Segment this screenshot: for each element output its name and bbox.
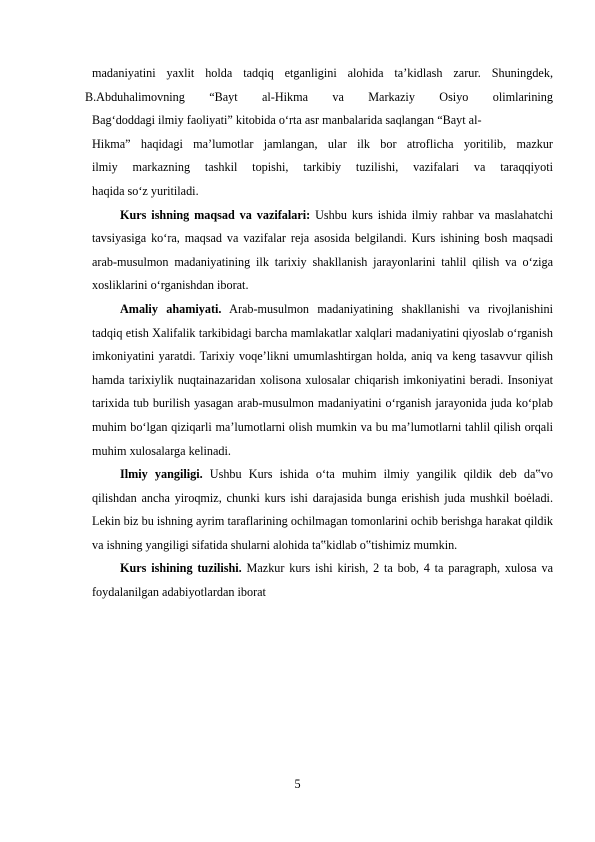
- text-line: Hikma” haqidagi ma’lumotlar jamlangan, ular ilk bor atroflicha yoritilib, mazkur: [92, 136, 553, 151]
- text-line: Bag‘doddagi ilmiy faoliyati” kitobida o‘rta asr manbalarida saqlangan “Bayt al-: [92, 113, 482, 128]
- paragraph-heading: Kurs ishning maqsad va vazifalari:: [120, 207, 311, 222]
- paragraph-novelty: [92, 463, 553, 557]
- paragraph-text: Arab-musulmon madaniyatining shakllanishi va rivojlanishini tadqiq etish Xalifalik tarkibidagi barcha mamlakatlar xalqlari madaniyatini qiyoslab o‘rganish imkoniyatini yaratdi. Tarixiy voqe’likni umumlashtirgan holda, aniq va keng tasavvur qilish hamda tarixiylik nuqtainazaridan xolisona xulosalar chiqarish imkoniyatini beradi. Insoniyat tarixida tub burilish yasagan arab-musulmon madaniyatini o‘rganish jarayonida juda ko‘plab muhim bo‘lgan qiziqarli ma’lumotlarni olish mumkin va bu ma’lumotlarni tahlil qilish orqali muhim xulosalarga kelinadi.: [92, 301, 553, 458]
- text-line: B.Abduhalimovning “Bayt al-Hikma va Markaziy Osiyo olimlarining: [85, 89, 553, 104]
- paragraph-heading: Amaliy ahamiyati.: [120, 301, 222, 316]
- paragraph-text: Ushbu kurs ishida ilmiy rahbar va maslahatchi tavsiyasiga ko‘ra, maqsad va vazifalar reja asosida belgilandi. Kurs ishining bosh maqsadi arab-musulmon madaniyatining ilk tarixiy shakllanish jarayonlarini tahlil qilish va o‘ziga xosliklarini o‘rganishdan iborat.: [92, 207, 553, 293]
- document-body: [85, 62, 553, 605]
- paragraph-intro: [85, 62, 553, 204]
- paragraph-practical: [92, 298, 553, 463]
- paragraph-heading: Kurs ishining tuzilishi.: [120, 561, 242, 576]
- paragraph-goal: [92, 204, 553, 298]
- paragraph-heading: Ilmiy yangiligi.: [120, 467, 203, 482]
- paragraph-text: Mazkur kurs ishi kirish, 2 ta bob, 4 ta paragraph, xulosa va foydalanilgan adabiyotlardan iborat: [92, 561, 553, 600]
- paragraph-text: Ushbu Kurs ishida o‘ta muhim ilmiy yangilik qildik deb da‟vo qilishdan ancha yiroqmiz, chunki kurs ishi darajasida bunga erishish juda mushkil boėladi. Lekin biz bu ishning ayrim taraflarining ochilmagan tomonlarini ochib berishga harakat qildik va ishning yangiligi sifatida shularni alohida ta‟kidlab o‟tishimiz mumkin.: [92, 467, 553, 552]
- text-line: haqida so‘z yuritiladi.: [92, 183, 199, 198]
- text-line: madaniyatini yaxlit holda tadqiq etganligini alohida ta’kidlash zarur. Shuningdek,: [92, 66, 553, 80]
- paragraph-structure: [92, 557, 553, 604]
- page-number: 5: [294, 777, 301, 791]
- text-line: ilmiy markazning tashkil topishi, tarkibiy tuzilishi, vazifalari va taraqqiyoti: [92, 160, 553, 175]
